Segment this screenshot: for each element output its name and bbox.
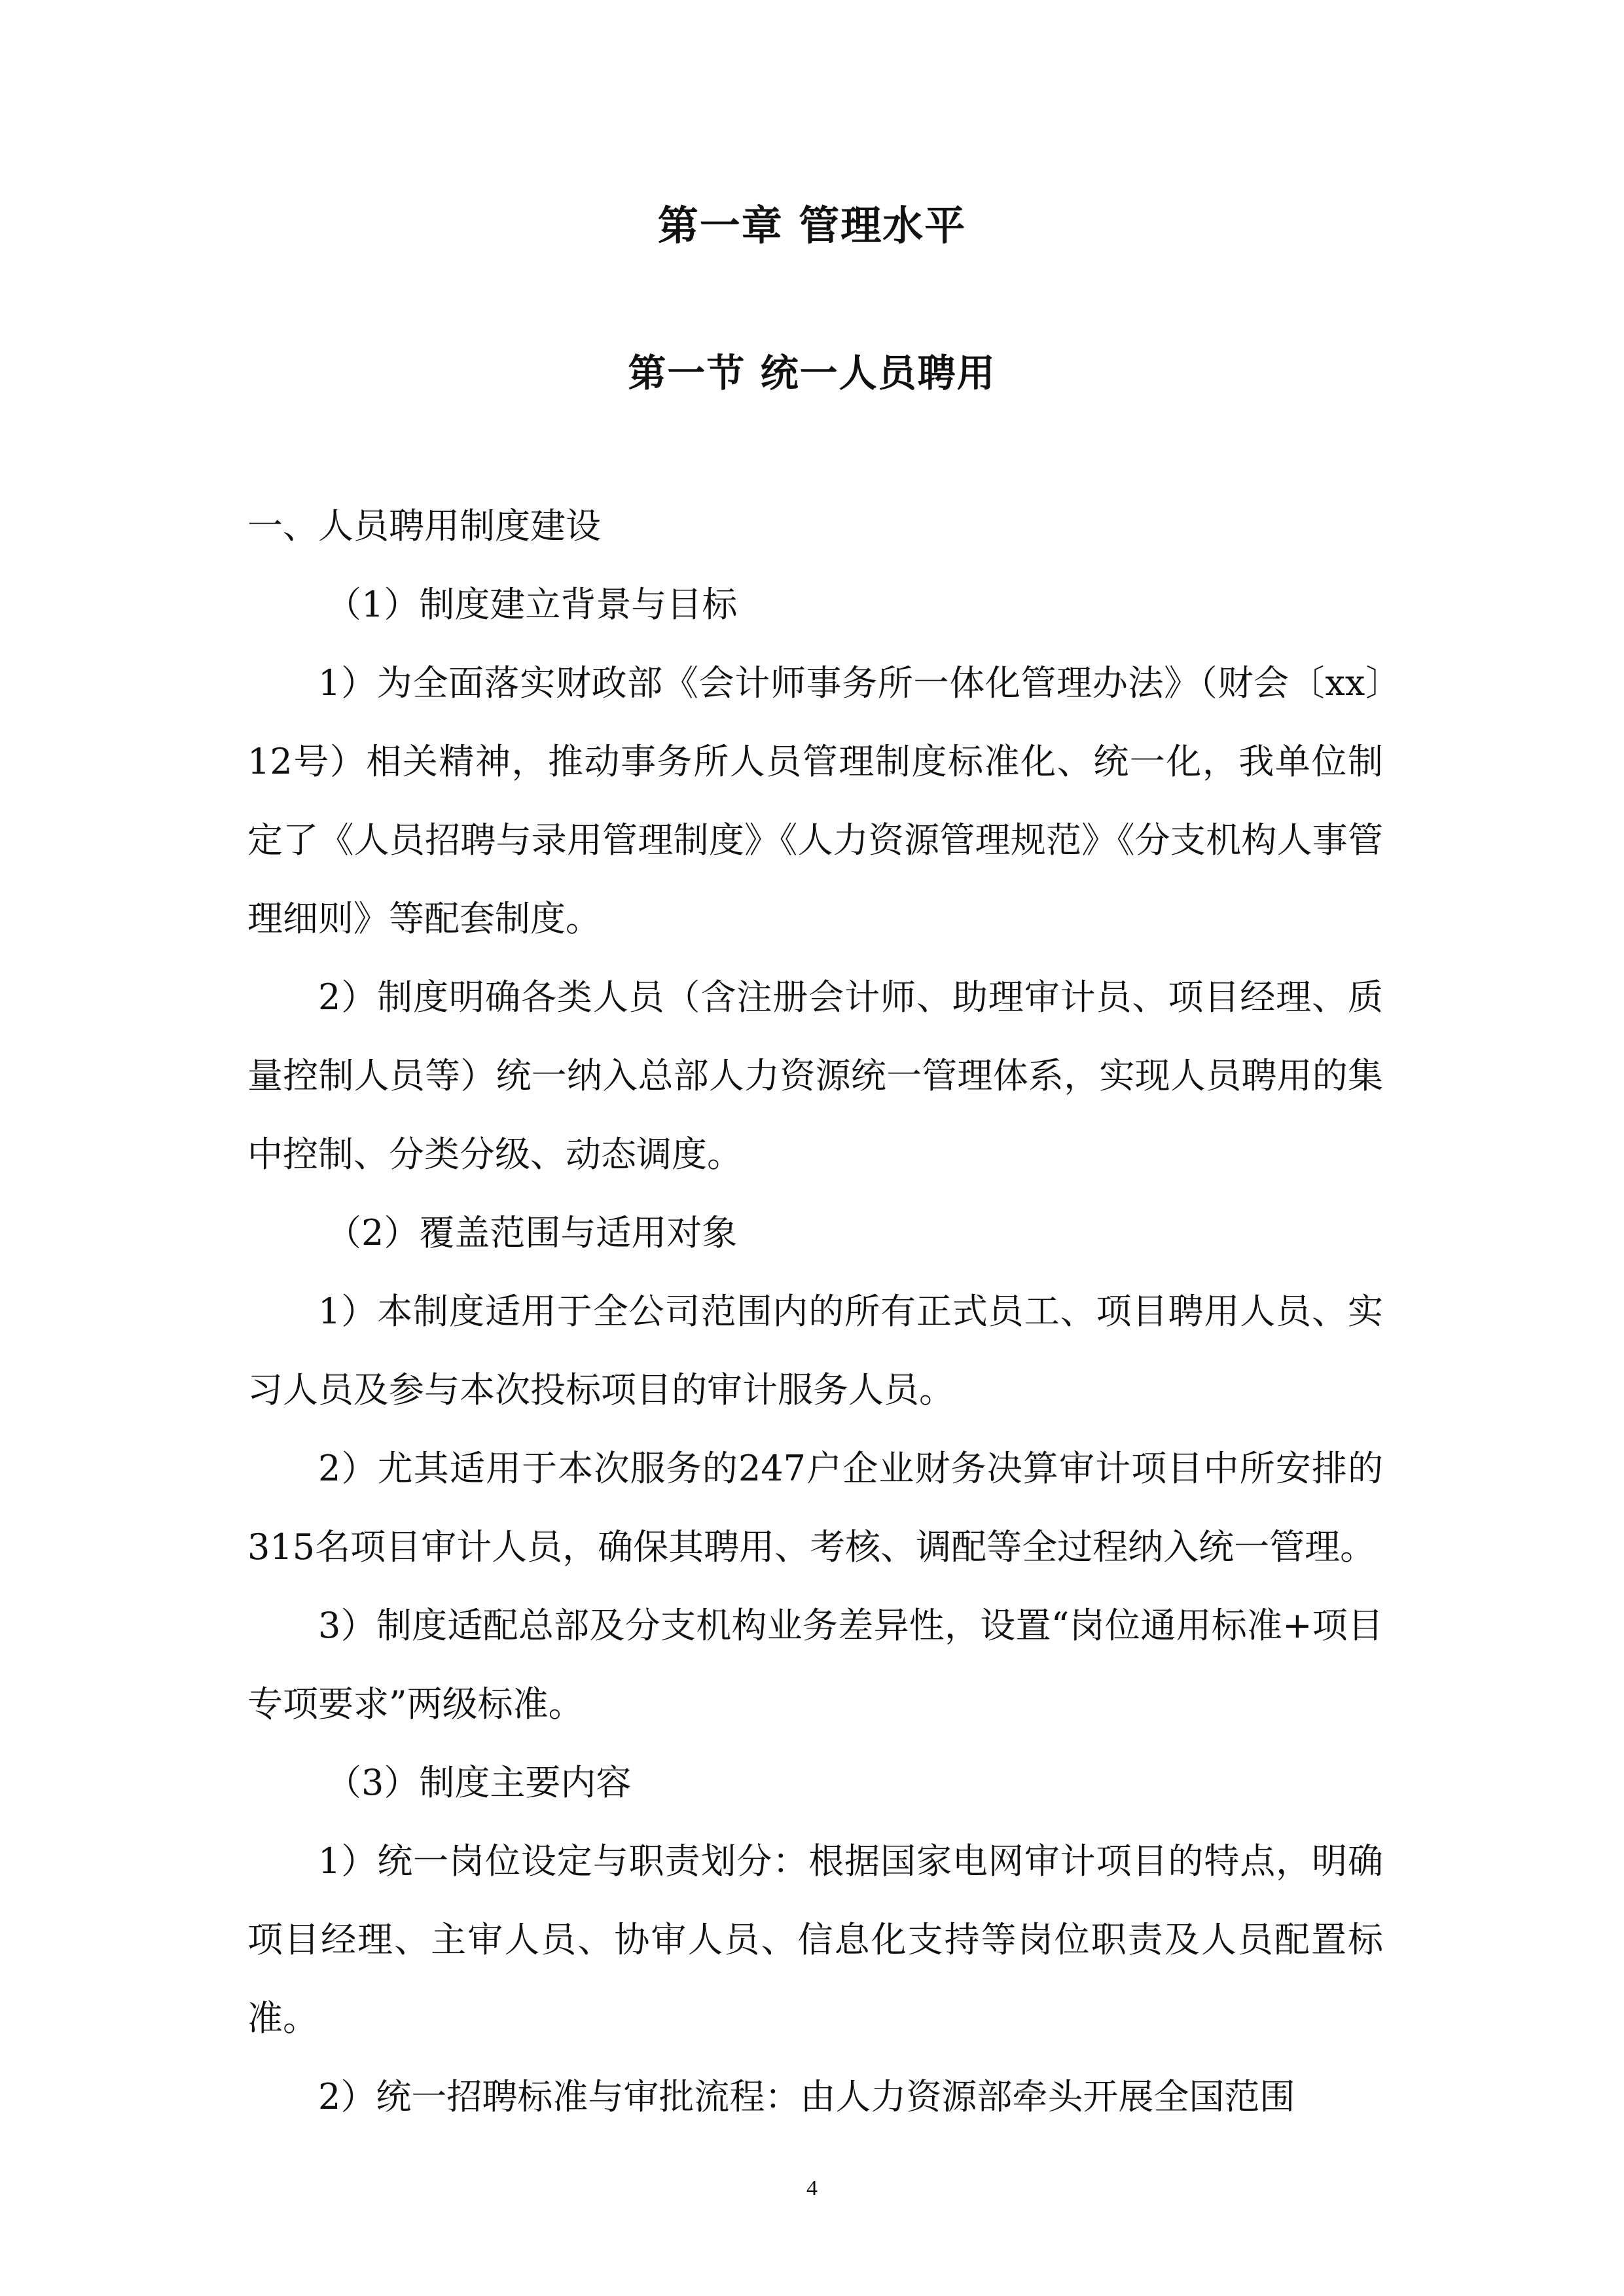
- paragraph: 1）统一岗位设定与职责划分：根据国家电网审计项目的特点，明确项目经理、主审人员、协审人员、信息化支持等岗位职责及人员配置标准。: [247, 1840, 1383, 2039]
- subheading-background: （1）制度建立背景与目标: [326, 584, 738, 625]
- paragraph: 1）为全面落实财政部《会计师事务所一体化管理办法》（财会〔xx〕12号）相关精神，推动事务所人员管理制度标准化、统一化，我单位制定了《人员招聘与录用管理制度》《人力资源管理规范》《分支机构人事管理细则》等配套制度。: [247, 662, 1383, 939]
- paragraph: 3）制度适配总部及分支机构业务差异性，设置“岗位通用标准+项目专项要求”两级标准。: [247, 1605, 1383, 1725]
- paragraph: 1）本制度适用于全公司范围内的所有正式员工、项目聘用人员、实习人员及参与本次投标项目的审计服务人员。: [247, 1291, 1383, 1410]
- paragraph: 2）尤其适用于本次服务的247户企业财务决算审计项目中所安排的315名项目审计人员，确保其聘用、考核、调配等全过程纳入统一管理。: [247, 1448, 1383, 1568]
- document-body: [247, 487, 1383, 2136]
- subheading-content: （3）制度主要内容: [326, 1762, 632, 1803]
- page-number: 4: [806, 2176, 818, 2200]
- chapter-title: 第一章 管理水平: [657, 202, 967, 249]
- heading-personnel-system: 一、人员聘用制度建设: [247, 505, 601, 547]
- paragraph: 2）制度明确各类人员（含注册会计师、助理审计员、项目经理、质量控制人员等）统一纳入总部人力资源统一管理体系，实现人员聘用的集中控制、分类分级、动态调度。: [247, 977, 1383, 1175]
- subheading-scope: （2）覆盖范围与适用对象: [326, 1212, 738, 1253]
- section-title: 第一节 统一人员聘用: [628, 351, 996, 395]
- paragraph: 2）统一招聘标准与审批流程：由人力资源部牵头开展全国范围: [318, 2076, 1295, 2117]
